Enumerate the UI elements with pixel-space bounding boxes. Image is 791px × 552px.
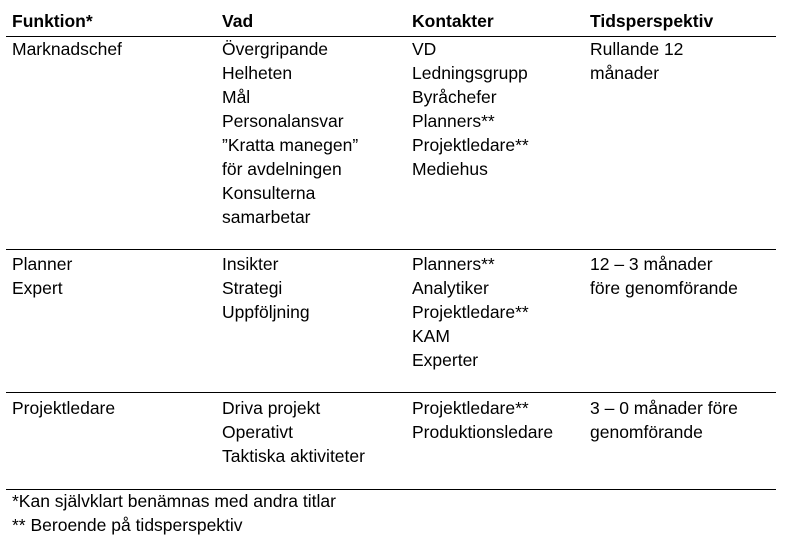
cell-line: Uppföljning xyxy=(222,302,310,322)
header-tidsperspektiv: Tidsperspektiv xyxy=(590,11,714,31)
cell-line: månader xyxy=(590,63,660,83)
cell-line: 3 – 0 månader före xyxy=(590,398,738,418)
row-divider xyxy=(6,249,776,250)
cell-line: Driva projekt xyxy=(222,398,321,418)
cell-line: före genomförande xyxy=(590,278,738,298)
cell-line: Planners** xyxy=(412,254,495,274)
footnote-time-perspective: ** Beroende på tidsperspektiv xyxy=(12,515,243,535)
cell-line: Mediehus xyxy=(412,159,488,179)
row-planner-funktion xyxy=(12,252,72,300)
cell-line: Ledningsgrupp xyxy=(412,63,528,83)
cell-line: 12 – 3 månader xyxy=(590,254,713,274)
cell-line: Projektledare** xyxy=(412,135,529,155)
cell-line: VD xyxy=(412,39,437,59)
cell-line: Planners** xyxy=(412,111,495,131)
cell-line: Helheten xyxy=(222,63,293,83)
cell-line: ”Kratta manegen” xyxy=(222,135,359,155)
row-planner-kontakter xyxy=(412,252,529,372)
row-projektledare-tidsperspektiv xyxy=(590,396,738,444)
cell-line: samarbetar xyxy=(222,207,311,227)
cell-line: Mål xyxy=(222,87,251,107)
row-projektledare-funktion xyxy=(12,396,115,420)
header-vad: Vad xyxy=(222,11,254,31)
row-marknadschef-tidsperspektiv xyxy=(590,37,683,85)
cell-line: Personalansvar xyxy=(222,111,344,131)
cell-line: Produktionsledare xyxy=(412,422,554,442)
cell-line: Konsulterna xyxy=(222,183,316,203)
cell-line: Taktiska aktiviteter xyxy=(222,446,365,466)
cell-line: Övergripande xyxy=(222,39,329,59)
row-projektledare-vad xyxy=(222,396,365,468)
cell-line: KAM xyxy=(412,326,450,346)
cell-line: Experter xyxy=(412,350,479,370)
cell-line: Strategi xyxy=(222,278,283,298)
row-marknadschef-funktion xyxy=(12,37,122,61)
cell-line: Rullande 12 xyxy=(590,39,684,59)
cell-line: Projektledare** xyxy=(412,302,529,322)
cell-line: för avdelningen xyxy=(222,159,342,179)
row-marknadschef-kontakter xyxy=(412,37,529,181)
cell-line: Operativt xyxy=(222,422,293,442)
cell-line: Planner xyxy=(12,254,73,274)
cell-line: Marknadschef xyxy=(12,39,122,59)
cell-line: Analytiker xyxy=(412,278,489,298)
row-divider xyxy=(6,392,776,393)
header-funktion: Funktion* xyxy=(12,11,93,31)
cell-line: Projektledare xyxy=(12,398,116,418)
row-planner-tidsperspektiv xyxy=(590,252,738,300)
cell-line: Projektledare** xyxy=(412,398,529,418)
row-planner-vad xyxy=(222,252,310,324)
footnote-titles: *Kan självklart benämnas med andra titlar xyxy=(12,491,336,511)
cell-line: genomförande xyxy=(590,422,703,442)
cell-line: Byråchefer xyxy=(412,87,497,107)
cell-line: Expert xyxy=(12,278,63,298)
cell-line: Insikter xyxy=(222,254,279,274)
row-projektledare-kontakter xyxy=(412,396,553,444)
row-marknadschef-vad xyxy=(222,37,358,229)
header-kontakter: Kontakter xyxy=(412,11,494,31)
